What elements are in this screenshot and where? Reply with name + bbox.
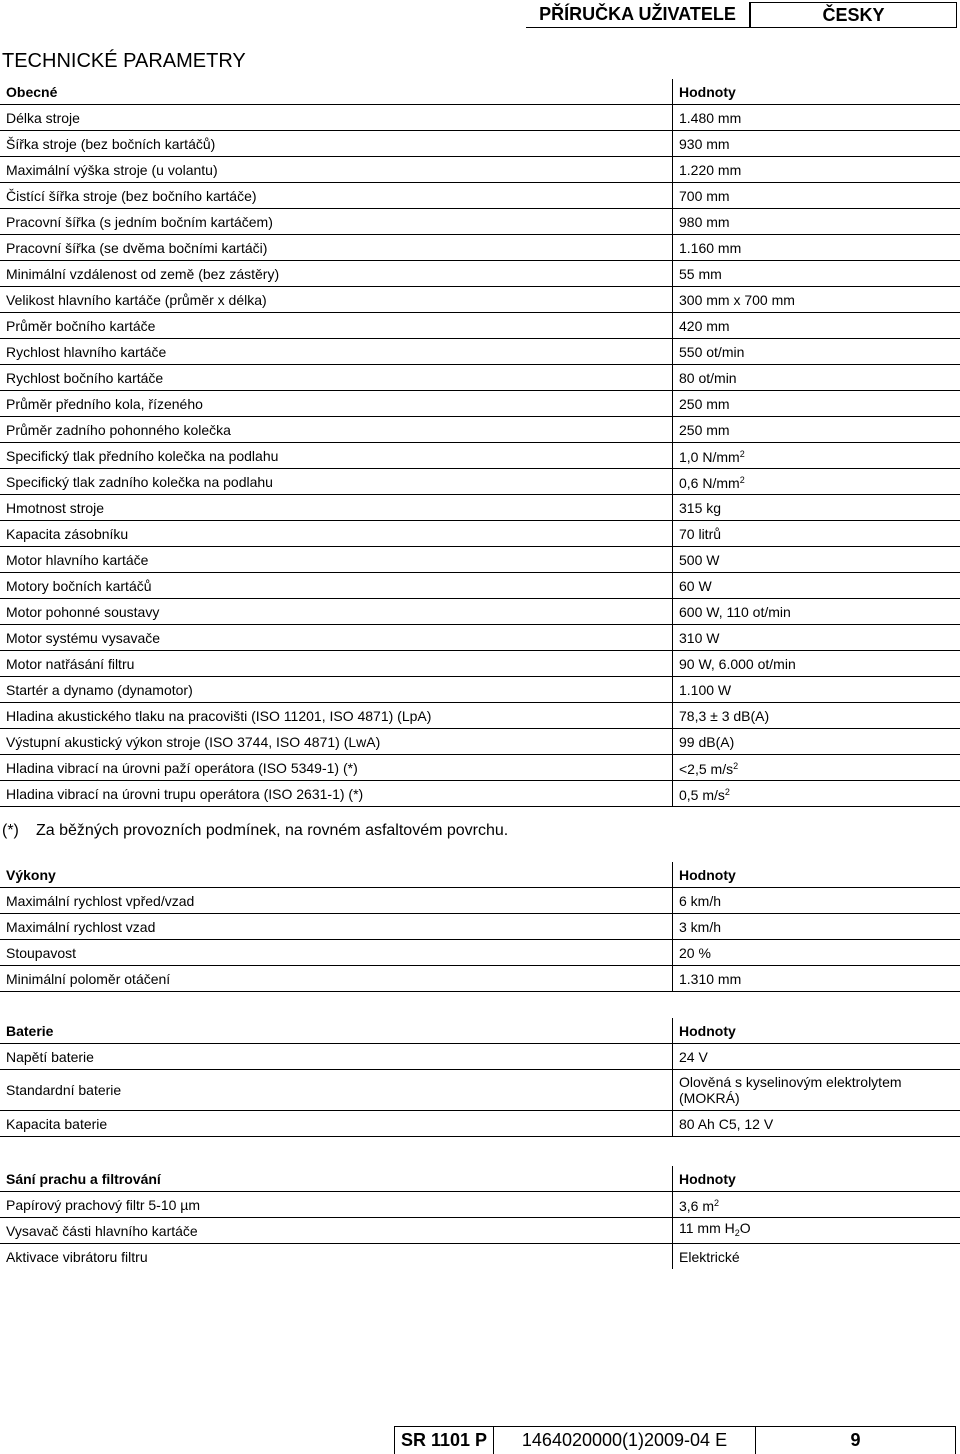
parameter-name: Průměr bočního kartáče bbox=[0, 313, 673, 339]
parameter-name: Rychlost hlavního kartáče bbox=[0, 339, 673, 365]
parameter-name: Motor natřásání filtru bbox=[0, 651, 673, 677]
parameter-value: 80 Ah C5, 12 V bbox=[673, 1111, 960, 1137]
table-row bbox=[0, 365, 960, 391]
parameter-value: 1,0 $N/mm^2$ bbox=[673, 443, 960, 469]
parameter-name: Hladina akustického tlaku na pracovišti (ISO 11201, ISO 4871) (LpA) bbox=[0, 703, 673, 729]
table-row bbox=[0, 1111, 960, 1137]
parameter-name: Startér a dynamo (dynamotor) bbox=[0, 677, 673, 703]
header-language-label: ČESKY bbox=[750, 2, 957, 28]
parameter-value: 6 km/h bbox=[673, 888, 960, 914]
table-header-row bbox=[0, 79, 960, 105]
parameter-value: 0,5 $m/s^2$ bbox=[673, 781, 960, 807]
column-header-value: Hodnoty bbox=[673, 862, 960, 888]
parameter-name: Kapacita baterie bbox=[0, 1111, 673, 1137]
table-row bbox=[0, 235, 960, 261]
table-row bbox=[0, 521, 960, 547]
parameter-value: 1.160 mm bbox=[673, 235, 960, 261]
table-row bbox=[0, 313, 960, 339]
table-row bbox=[0, 547, 960, 573]
table-row bbox=[0, 1070, 960, 1111]
table-row bbox=[0, 209, 960, 235]
table-header-row bbox=[0, 1018, 960, 1044]
parameter-name: Čistící šířka stroje (bez bočního kartáče) bbox=[0, 183, 673, 209]
parameter-value: 600 W, 110 ot/min bbox=[673, 599, 960, 625]
table-row bbox=[0, 157, 960, 183]
parameter-value: 550 ot/min bbox=[673, 339, 960, 365]
column-header-parameter: Obecné bbox=[0, 79, 673, 105]
parameter-name: Hladina vibrací na úrovni paží operátora (ISO 5349-1) (*) bbox=[0, 755, 673, 781]
parameter-name: Motor hlavního kartáče bbox=[0, 547, 673, 573]
parameter-value: 1.220 mm bbox=[673, 157, 960, 183]
table-row bbox=[0, 131, 960, 157]
parameter-value: 315 kg bbox=[673, 495, 960, 521]
parameter-value: 3,6 $m^2$ bbox=[673, 1192, 960, 1218]
table-row bbox=[0, 1244, 960, 1270]
parameter-name: Minimální vzdálenost od země (bez zástěry) bbox=[0, 261, 673, 287]
parameter-name: Výstupní akustický výkon stroje (ISO 3744, ISO 4871) (LwA) bbox=[0, 729, 673, 755]
parameter-name: Rychlost bočního kartáče bbox=[0, 365, 673, 391]
table-row bbox=[0, 1192, 960, 1218]
parameter-value: 60 W bbox=[673, 573, 960, 599]
parameter-name: Pracovní šířka (se dvěma bočními kartáči) bbox=[0, 235, 673, 261]
parameter-value: 250 mm bbox=[673, 417, 960, 443]
parameter-value: 980 mm bbox=[673, 209, 960, 235]
table-row bbox=[0, 339, 960, 365]
table-row bbox=[0, 755, 960, 781]
table-row bbox=[0, 287, 960, 313]
parameter-value: 80 ot/min bbox=[673, 365, 960, 391]
parameter-value: 99 dB(A) bbox=[673, 729, 960, 755]
table-row bbox=[0, 940, 960, 966]
column-header-parameter: Sání prachu a filtrování bbox=[0, 1166, 673, 1192]
parameter-value: 700 mm bbox=[673, 183, 960, 209]
parameter-name: Maximální rychlost vzad bbox=[0, 914, 673, 940]
parameter-name: Papírový prachový filtr 5-10 µm bbox=[0, 1192, 673, 1218]
footer-page-number: 9 bbox=[756, 1426, 956, 1454]
parameter-name: Kapacita zásobníku bbox=[0, 521, 673, 547]
parameter-value: 0,6 $N/mm^2$ bbox=[673, 469, 960, 495]
parameter-name: Maximální rychlost vpřed/vzad bbox=[0, 888, 673, 914]
parameter-name: Specifický tlak předního kolečka na podlahu bbox=[0, 443, 673, 469]
footer-model: SR 1101 P bbox=[394, 1426, 494, 1454]
table-row bbox=[0, 469, 960, 495]
header-manual-label: PŘÍRUČKA UŽIVATELE bbox=[526, 2, 750, 28]
page-title: TECHNICKÉ PARAMETRY bbox=[2, 50, 246, 72]
parameter-name: Délka stroje bbox=[0, 105, 673, 131]
parameter-name: Motor pohonné soustavy bbox=[0, 599, 673, 625]
parameter-value: 930 mm bbox=[673, 131, 960, 157]
parameter-name: Průměr zadního pohonného kolečka bbox=[0, 417, 673, 443]
parameter-value: 90 W, 6.000 ot/min bbox=[673, 651, 960, 677]
footnote-text: Za běžných provozních podmínek, na rovném asfaltovém povrchu. bbox=[36, 822, 509, 839]
table-header-row bbox=[0, 862, 960, 888]
battery-spec-table bbox=[0, 1018, 960, 1137]
parameter-name: Specifický tlak zadního kolečka na podlahu bbox=[0, 469, 673, 495]
table-row bbox=[0, 625, 960, 651]
table-row bbox=[0, 183, 960, 209]
parameter-value: 11 mm $H_2O$ bbox=[673, 1218, 960, 1244]
performance-spec-table bbox=[0, 862, 960, 992]
column-header-value: Hodnoty bbox=[673, 1018, 960, 1044]
parameter-name: Napětí baterie bbox=[0, 1044, 673, 1070]
parameter-value: Elektrické bbox=[679, 1248, 740, 1265]
parameter-value: 250 mm bbox=[673, 391, 960, 417]
table-row bbox=[0, 914, 960, 940]
table-row bbox=[0, 599, 960, 625]
parameter-name: Motory bočních kartáčů bbox=[0, 573, 673, 599]
table-row bbox=[0, 443, 960, 469]
table-row bbox=[0, 105, 960, 131]
parameter-name: Hladina vibrací na úrovni trupu operátora (ISO 2631-1) (*) bbox=[0, 781, 673, 807]
parameter-value: 78,3 ± 3 dB(A) bbox=[673, 703, 960, 729]
parameter-name: Velikost hlavního kartáče (průměr x délka) bbox=[0, 287, 673, 313]
table-row bbox=[0, 781, 960, 807]
parameter-value: 420 mm bbox=[673, 313, 960, 339]
column-header-value: Hodnoty bbox=[673, 1166, 960, 1192]
dust-spec-table bbox=[0, 1166, 960, 1269]
table-row bbox=[0, 391, 960, 417]
parameter-value: 55 mm bbox=[673, 261, 960, 287]
parameter-value: <2,5 $m/s^2$ bbox=[673, 755, 960, 781]
table-row bbox=[0, 888, 960, 914]
parameter-name: Motor systému vysavače bbox=[0, 625, 673, 651]
parameter-value: 1.100 W bbox=[673, 677, 960, 703]
table-row bbox=[0, 651, 960, 677]
parameter-name: Standardní baterie bbox=[0, 1070, 673, 1111]
footnote-mark: (*) bbox=[2, 822, 19, 839]
parameter-name: Pracovní šířka (s jedním bočním kartáčem) bbox=[0, 209, 673, 235]
parameter-value: 70 litrů bbox=[673, 521, 960, 547]
parameter-name: Aktivace vibrátoru filtru bbox=[0, 1244, 673, 1270]
parameter-value: 20 % bbox=[673, 940, 960, 966]
column-header-parameter: Baterie bbox=[0, 1018, 673, 1044]
table-row bbox=[0, 495, 960, 521]
parameter-name: Šířka stroje (bez bočních kartáčů) bbox=[0, 131, 673, 157]
general-spec-table bbox=[0, 79, 960, 807]
table-row bbox=[0, 417, 960, 443]
parameter-value: 24 V bbox=[673, 1044, 960, 1070]
table-row bbox=[0, 261, 960, 287]
parameter-value: 3 km/h bbox=[673, 914, 960, 940]
parameter-name: Průměr předního kola, řízeného bbox=[0, 391, 673, 417]
parameter-value: 1.480 mm bbox=[673, 105, 960, 131]
column-header-parameter: Výkony bbox=[0, 862, 673, 888]
table-row bbox=[0, 729, 960, 755]
parameter-value: 300 mm x 700 mm bbox=[673, 287, 960, 313]
parameter-name: Vysavač části hlavního kartáče bbox=[0, 1218, 673, 1244]
column-header-value: Hodnoty bbox=[673, 79, 960, 105]
parameter-value: 500 W bbox=[673, 547, 960, 573]
table-row bbox=[0, 677, 960, 703]
table-header-row bbox=[0, 1166, 960, 1192]
table-row bbox=[0, 703, 960, 729]
footer-document-code: 1464020000(1)2009-04 E bbox=[494, 1426, 756, 1454]
table-row bbox=[0, 573, 960, 599]
table-row bbox=[0, 1044, 960, 1070]
parameter-name: Minimální poloměr otáčení bbox=[0, 966, 673, 992]
parameter-value: Olověná s kyselinovým elektrolytem (MOKRÁ) bbox=[673, 1070, 960, 1111]
parameter-name: Stoupavost bbox=[0, 940, 673, 966]
footnote bbox=[2, 820, 508, 842]
table-row bbox=[0, 1218, 960, 1244]
table-row bbox=[0, 966, 960, 992]
page-footer bbox=[394, 1426, 960, 1454]
parameter-name: Hmotnost stroje bbox=[0, 495, 673, 521]
parameter-value: 1.310 mm bbox=[673, 966, 960, 992]
parameter-name: Maximální výška stroje (u volantu) bbox=[0, 157, 673, 183]
parameter-value: 310 W bbox=[673, 625, 960, 651]
